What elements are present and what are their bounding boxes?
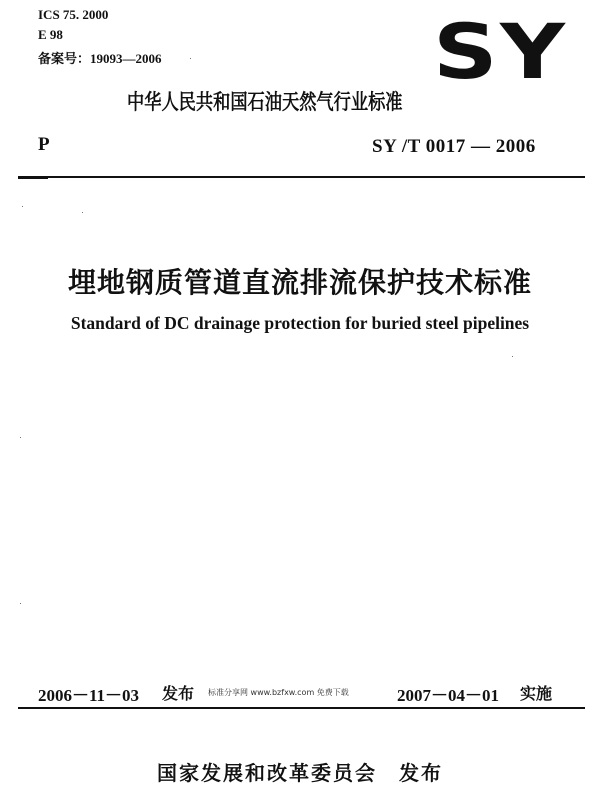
issuing-authority: 国家发展和改革委员会 发布 — [157, 761, 443, 785]
organization-header: 中华人民共和国石油天然气行业标准 — [127, 90, 403, 114]
record-number: 备案号：19093—2006 — [38, 51, 162, 66]
top-divider-accent — [18, 176, 48, 179]
implement-date: 2007－04－01 — [397, 686, 499, 705]
scan-speck — [20, 603, 21, 604]
implement-label: 实施 — [520, 684, 553, 703]
top-divider — [18, 176, 585, 178]
issue-date: 2006－11－03 — [38, 686, 140, 705]
issue-label: 发布 — [162, 684, 195, 703]
sy-logo: SY — [433, 7, 568, 96]
title-chinese: 埋地钢质管道直流排流保护技术标准 — [67, 266, 532, 299]
category-letter: P — [38, 134, 50, 155]
title-english: Standard of DC drainage protection for buried steel pipelines — [70, 313, 530, 333]
standard-code: SY /T 0017 — 2006 — [372, 136, 536, 157]
ics-number: ICS 75. 2000 — [38, 7, 109, 22]
scan-speck — [22, 206, 23, 207]
scan-speck — [512, 356, 513, 357]
classification-code: E 98 — [38, 27, 63, 42]
scan-speck — [82, 212, 83, 213]
bottom-divider — [18, 707, 585, 709]
dates-row — [38, 681, 558, 703]
scan-speck — [20, 437, 21, 438]
watermark-text: 标准分享网 www.bzfxw.com 免费下载 — [208, 688, 349, 697]
scan-speck — [190, 58, 191, 59]
